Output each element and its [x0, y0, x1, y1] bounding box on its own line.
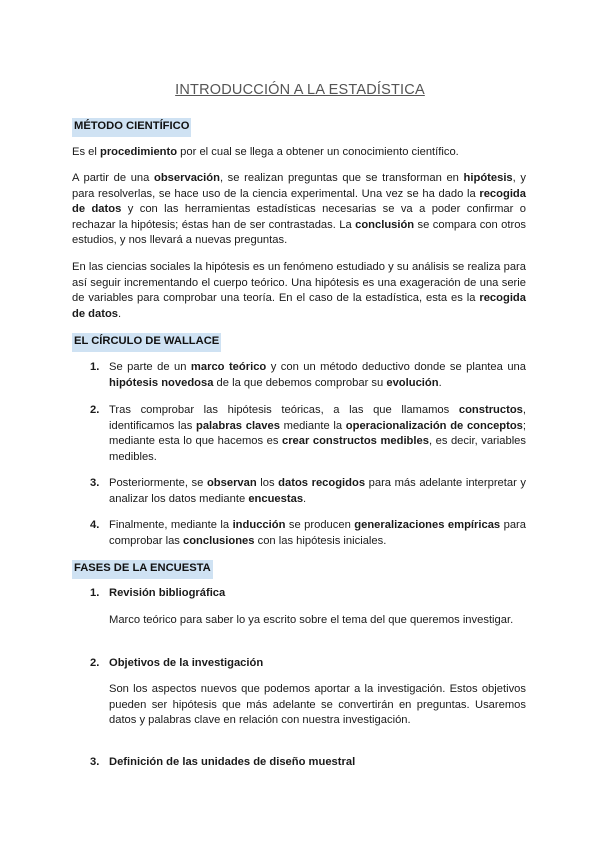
fases-item-1: 1. Revisión bibliográfica	[90, 587, 226, 599]
wallace-item-4: 4. Finalmente, mediante la inducción se producen generalizaciones empíricas para comprobar las conclusiones con las hipótesis iniciales.	[90, 519, 527, 547]
paragraph-metodo-3: En las ciencias sociales la hipótesis es un fenómeno estudiado y su análisis se realiza para así seguir incrementando el cuerpo teórico. Una hipótesis es una exageración de una serie de variables para comprobar una teoría. En el caso de la estadística, esta es la recogida de datos.	[72, 261, 526, 320]
section-heading-metodo: MÉTODO CIENTÍFICO	[72, 118, 191, 137]
section-heading-fases: FASES DE LA ENCUESTA	[72, 560, 213, 579]
wallace-item-1: 1. Se parte de un marco teórico y con un método deductivo donde se plantea una hipótesis novedosa de la que debemos comprobar su evolución.	[90, 361, 526, 389]
fases-item-3: 3. Definición de las unidades de diseño muestral	[90, 756, 356, 768]
fases-item-2-text: Son los aspectos nuevos que podemos aportar a la investigación. Estos objetivos pueden ser hipótesis que más adelante se convertirán en preguntas. Usaremos datos y palabras clave en relación con nuestra investigación.	[109, 683, 526, 727]
paragraph-metodo-1: Es el procedimiento por el cual se llega a obtener un conocimiento científico.	[72, 146, 459, 158]
section-heading-wallace: EL CÍRCULO DE WALLACE	[72, 333, 221, 352]
wallace-item-3: 3. Posteriormente, se observan los datos recogidos para más adelante interpretar y analizar los datos mediante encuestas.	[90, 477, 526, 505]
page-title: INTRODUCCIÓN A LA ESTADÍSTICA	[175, 82, 425, 98]
fases-item-2: 2. Objetivos de la investigación	[90, 657, 264, 669]
fases-item-1-text: Marco teórico para saber lo ya escrito sobre el tema del que queremos investigar.	[109, 614, 514, 626]
paragraph-metodo-2: A partir de una observación, se realizan preguntas que se transforman en hipótesis, y para resolverlas, se hace uso de la ciencia experimental. Una vez se ha dado la recogida de datos y con las herramientas estadísticas necesarias se va a poder confirmar o rechazar la hipótesis; éstas han de ser contrastadas. La conclusión se compara con otros estudios, y nos llevará a nuevas preguntas.	[72, 172, 527, 247]
wallace-item-2: 2. Tras comprobar las hipótesis teóricas, a las que llamamos constructos, identificamos las palabras claves mediante la operacionalización de conceptos; mediante esta lo que hacemos es crear constructos medibles, es decir, variables medibles.	[90, 404, 527, 463]
